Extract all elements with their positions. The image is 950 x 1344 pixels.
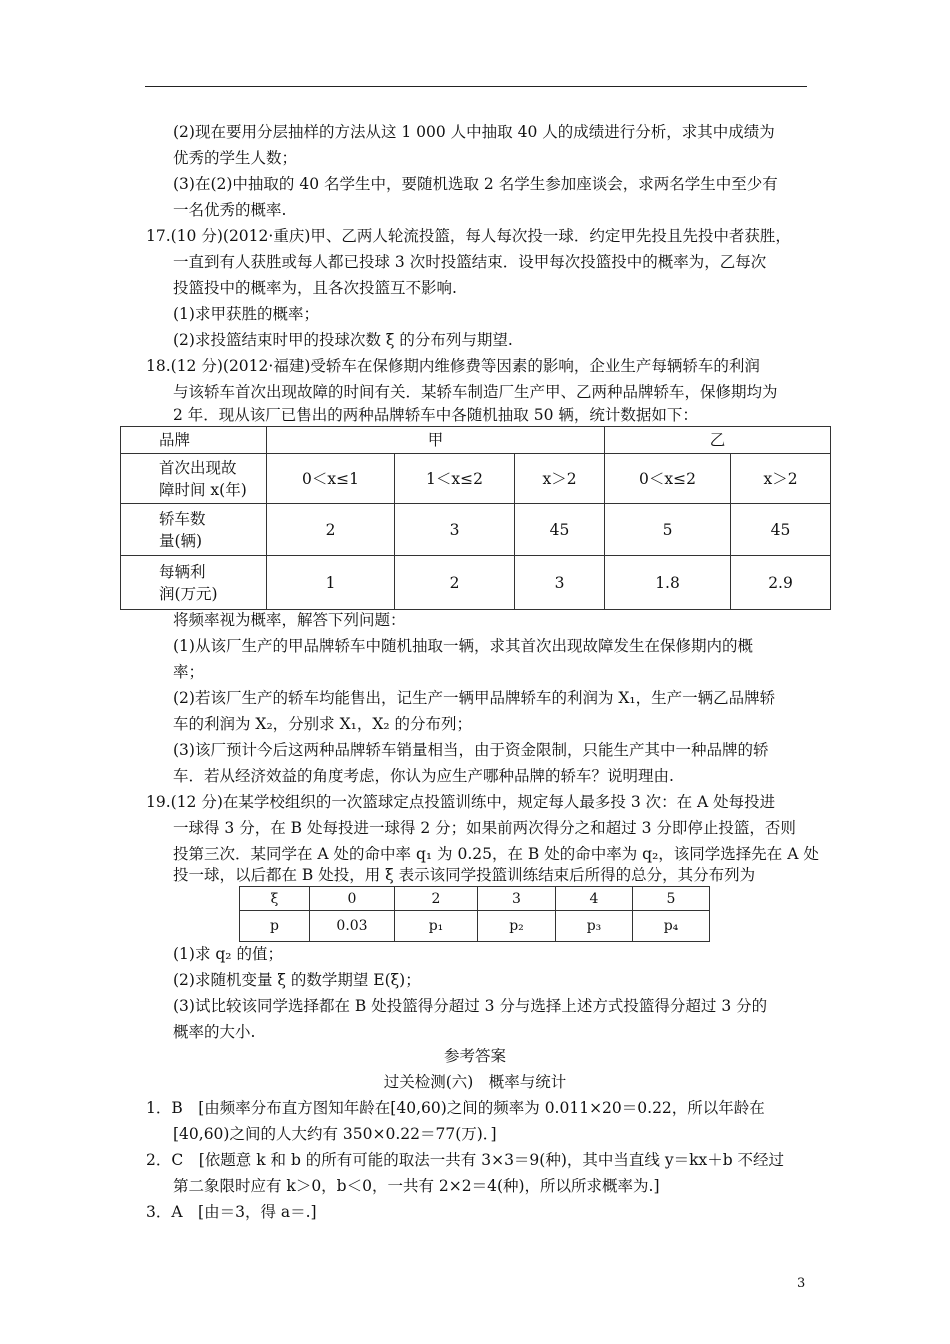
table-row — [121, 427, 831, 454]
q18-part2-line1: (2)若该厂生产的轿车均能售出，记生产一辆甲品牌轿车的利润为 X₁，生产一辆乙品牌轿 — [173, 689, 776, 707]
q18-part3-line2: 车．若从经济效益的角度考虑，你认为应生产哪种品牌的轿车？说明理由. — [173, 767, 674, 785]
table-cell: 4 — [556, 887, 633, 911]
q17-part2: (2)求投篮结束时甲的投球次数 ξ 的分布列与期望. — [173, 331, 513, 349]
q17-line1: 17.(10 分)(2012·重庆)甲、乙两人轮流投篮，每人每次投一球．约定甲先投且先投中者获胜， — [146, 227, 791, 245]
answers-heading: 参考答案 — [443, 1047, 506, 1065]
table-cell: 0.03 — [310, 911, 395, 942]
row-label — [121, 556, 267, 610]
table-cell: 0 — [310, 887, 395, 911]
table-cell: 45 — [731, 504, 831, 556]
table-row — [121, 454, 831, 504]
table-row — [121, 556, 831, 610]
answer-2-line2: 第二象限时应有 k＞0，b＜0，一共有 2×2＝4(种)，所以所求概率为.] — [173, 1177, 660, 1195]
row-label-line: 障时间 x(年) — [159, 480, 247, 499]
q18-line2: 与该轿车首次出现故障的时间有关．某轿车制造厂生产甲、乙两种品牌轿车，保修期均为 — [173, 383, 778, 401]
table-cell: p₄ — [633, 911, 710, 942]
table-cell: ξ — [240, 887, 310, 911]
page-number: 3 — [797, 1276, 806, 1291]
q18-part2-line2: 车的利润为 X₂，分别求 X₁，X₂ 的分布列； — [173, 715, 473, 733]
table-cell: 5 — [605, 504, 731, 556]
q18-part1-line2: 率； — [173, 663, 205, 681]
answer-1-line2: [40,60)之间的人大约有 350×0.22＝77(万)．] — [173, 1125, 497, 1143]
table-cell: 1＜x≤2 — [395, 454, 515, 504]
q16-part3-line2: 一名优秀的概率. — [173, 201, 287, 219]
table-cell: 2.9 — [731, 556, 831, 610]
brand-jia-header: 甲 — [267, 427, 605, 454]
row-label-line: 首次出现故 — [159, 458, 237, 477]
table-cell: 2 — [267, 504, 395, 556]
q19-part2: (2)求随机变量 ξ 的数学期望 E(ξ)； — [173, 971, 421, 989]
table-row — [121, 504, 831, 556]
table-cell: x＞2 — [731, 454, 831, 504]
table-cell: p₂ — [478, 911, 556, 942]
table-cell: 2 — [395, 887, 478, 911]
table-row — [240, 887, 710, 911]
answers-subheading: 过关检测(六) 概率与统计 — [383, 1073, 567, 1091]
table-cell: p₁ — [395, 911, 478, 942]
table-cell: p — [240, 911, 310, 942]
table-cell: x＞2 — [515, 454, 605, 504]
row-label — [121, 504, 267, 556]
q19-line4: 投一球，以后都在 B 处投，用 ξ 表示该同学投篮训练结束后所得的总分，其分布列为 — [173, 866, 756, 884]
q18-part3-line1: (3)该厂预计今后这两种品牌轿车销量相当，由于资金限制，只能生产其中一种品牌的轿 — [173, 741, 769, 759]
answer-2-line1: 2．C [依题意 k 和 b 的所有可能的取法一共有 3×3＝9(种)，其中当直线 y＝kx＋b 不经过 — [146, 1151, 785, 1169]
q19-part3-line2: 概率的大小. — [173, 1023, 256, 1041]
answer-1-line1: 1．B [由频率分布直方图知年龄在[40,60)之间的频率为 0.011×20＝0.22，所以年龄在 — [146, 1099, 765, 1117]
q19-line1: 19.(12 分)在某学校组织的一次篮球定点投篮训练中，规定每人最多投 3 次：在 A 处每投进 — [146, 793, 776, 811]
brand-header: 品牌 — [121, 427, 267, 454]
q17-line2: 一直到有人获胜或每人都已投球 3 次时投篮结束．设甲每次投篮投中的概率为，乙每次 — [173, 253, 767, 271]
table-cell: p₃ — [556, 911, 633, 942]
q18-part1-line1: (1)从该厂生产的甲品牌轿车中随机抽取一辆，求其首次出现故障发生在保修期内的概 — [173, 637, 753, 655]
answer-3: 3．A [由＝3，得 a＝.] — [146, 1203, 317, 1221]
brand-yi-header: 乙 — [605, 427, 831, 454]
row-label — [121, 454, 267, 504]
q17-part1: (1)求甲获胜的概率； — [173, 305, 319, 323]
q19-distribution-table — [239, 886, 710, 942]
row-label-line: 润(万元) — [159, 584, 218, 603]
table-cell: 1.8 — [605, 556, 731, 610]
header-rule — [145, 86, 807, 87]
table-cell: 0＜x≤2 — [605, 454, 731, 504]
q18-after-table: 将频率视为概率，解答下列问题： — [173, 611, 406, 629]
table-cell: 5 — [633, 887, 710, 911]
q17-line3: 投篮投中的概率为，且各次投篮互不影响. — [173, 279, 457, 297]
q16-part2-line2: 优秀的学生人数； — [173, 149, 298, 167]
q19-line2: 一球得 3 分，在 B 处每投进一球得 2 分；如果前两次得分之和超过 3 分即停止投篮，否则 — [173, 819, 796, 837]
table-cell: 3 — [515, 556, 605, 610]
q18-data-table — [120, 426, 831, 610]
q18-line1: 18.(12 分)(2012·福建)受轿车在保修期内维修费等因素的影响，企业生产每辆轿车的利润 — [146, 357, 760, 375]
q19-part1: (1)求 q₂ 的值； — [173, 945, 283, 963]
table-row — [240, 911, 710, 942]
table-cell: 45 — [515, 504, 605, 556]
table-cell: 3 — [478, 887, 556, 911]
q19-part3-line1: (3)试比较该同学选择都在 B 处投篮得分超过 3 分与选择上述方式投篮得分超过 3 分的 — [173, 997, 768, 1015]
q18-line3: 2 年．现从该厂已售出的两种品牌轿车中各随机抽取 50 辆，统计数据如下： — [173, 406, 698, 424]
table-cell: 2 — [395, 556, 515, 610]
table-cell: 1 — [267, 556, 395, 610]
q16-part2-line1: (2)现在要用分层抽样的方法从这 1 000 人中抽取 40 人的成绩进行分析，求其中成绩为 — [173, 123, 775, 141]
row-label-line: 轿车数 — [159, 509, 206, 528]
table-cell: 3 — [395, 504, 515, 556]
q16-part3-line1: (3)在(2)中抽取的 40 名学生中，要随机选取 2 名学生参加座谈会，求两名学生中至少有 — [173, 175, 778, 193]
table-cell: 0＜x≤1 — [267, 454, 395, 504]
row-label-line: 量(辆) — [159, 531, 203, 550]
row-label-line: 每辆利 — [159, 562, 206, 581]
q19-line3: 投第三次．某同学在 A 处的命中率 q₁ 为 0.25，在 B 处的命中率为 q₂，该同学选择先在 A 处 — [173, 845, 819, 863]
